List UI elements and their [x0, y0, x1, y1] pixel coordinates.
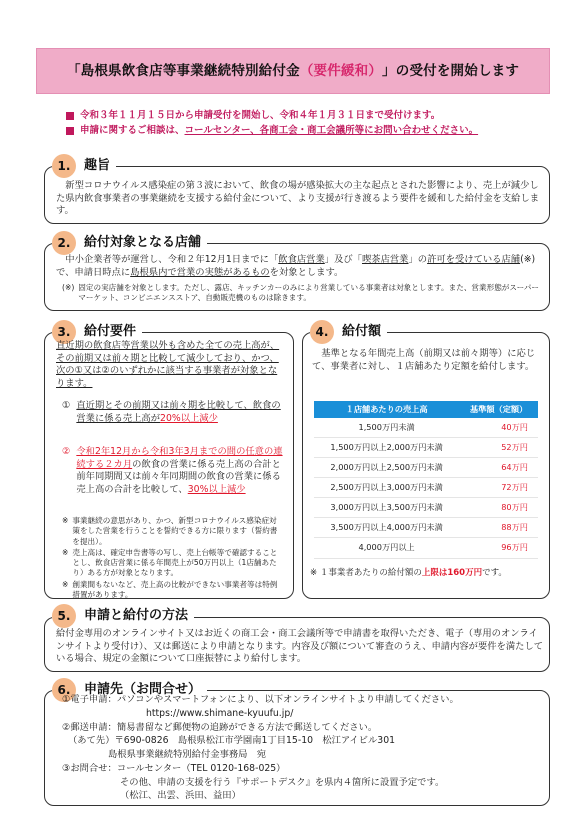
section-title: 給付対象となる店舗: [84, 235, 202, 251]
sales-range-cell: 2,500万円以上3,000万円未満: [314, 478, 459, 498]
section-title: 申請と給付の方法: [84, 608, 189, 624]
sales-range-cell: 3,000万円以上3,500万円未満: [314, 498, 459, 518]
contact-details: [62, 681, 546, 803]
amount-cell: 40万円: [459, 418, 538, 438]
contact-support-desk: その他、申請の支援を行う『サポートデスク』を県内４箇所に設置予定です。: [120, 776, 445, 788]
contact-support-locations: （松江、出雲、浜田、益田）: [120, 790, 241, 802]
intro-line-1: 令和３年１１月１５日から申請受付を開始し、令和４年１月３１日まで受付けます。: [66, 110, 546, 123]
table-header-amount: 基準額（定額）: [459, 401, 538, 418]
table-row: [314, 518, 538, 538]
sales-range-cell: 1,500万円未満: [314, 418, 459, 438]
table-row: [314, 538, 538, 558]
contact-callcenter: ③お問合せ：コールセンター（TEL 0120-168-025）: [62, 762, 286, 774]
section-application-method-header: [52, 604, 194, 628]
contact-url[interactable]: https://www.shimane-kyuufu.jp/: [146, 707, 294, 719]
sales-range-cell: 4,000万円以上: [314, 538, 459, 558]
section-eligible-stores-text: 中小企業者等が運営し、令和２年12月1日までに「飲食店営業」及び「喫茶店営業」の許可を受けている店舗(※)で、申請日時点に島根県内で営業の実態があるものを対象とします。: [56, 254, 536, 278]
amount-cell: 52万円: [459, 438, 538, 458]
section-title: 申請先（お問合せ）: [84, 682, 202, 698]
contact-mail: ②郵送申請：簡易書留など郵便物の追跡ができる方法で郵送してください。: [62, 721, 378, 733]
banner-post: 」の受付を開始します: [382, 62, 520, 79]
table-header-sales: １店舗あたりの売上高: [314, 401, 459, 418]
section-purpose-text: 新型コロナウイルス感染症の第３波において、飲食の場が感染拡大の主な起点とされた影響により、売上が減少した県内飲食事業者の事業継続を支援する給付金について、より支援が行き渡るよう要件を緩和した給付金を支給します。: [56, 180, 540, 217]
intro-line-2: 申請に関するご相談は、コールセンター、各商工会・商工会議所等にお問い合わせください。: [66, 125, 546, 138]
table-row: [314, 418, 538, 438]
table-row: [314, 498, 538, 518]
square-bullet-icon: [66, 127, 74, 135]
contact-electronic: ①電子申請：パソコンやスマートフォンにより、以下オンラインサイトより申請してください。: [62, 694, 459, 705]
table-row: [314, 458, 538, 478]
requirement-2: ② 令和2年12月から令和3年3月までの間の任意の連続する２カ月の飲食の営業に係る売上高の合計と前年同期間又は前々年同期間の飲食の営業に係る売上高の合計を比較して、30%以上減少: [62, 446, 283, 495]
section-eligible-stores-header: [52, 231, 207, 255]
section-title: 給付要件: [84, 324, 137, 340]
section-purpose-header: [52, 154, 116, 178]
section-amount-header: [310, 320, 387, 344]
application-method-text: 給付金専用のオンラインサイト又はお近くの商工会・商工会議所等で申請書を取得いただき、電子（専用のオンラインサイトより受付け）、又は郵送により申請となります。内容及び額について審査のうえ、申請内容が要件を満たしている場合、規定の金額について口座振替により給付します。: [56, 628, 544, 665]
amount-table: [314, 401, 538, 559]
requirements-intro: 直近期の飲食店等営業以外も含めた全ての売上高が、その前期又は前々期と比較して減少しており、かつ、次の①又は②のいずれかに該当する事業者が対象となります。: [56, 340, 280, 389]
square-bullet-icon: [66, 112, 74, 120]
amount-text: 基準となる年間売上高（前期又は前々期等）に応じて、事業者に対し、１店舗あたり定額を給付します。: [312, 348, 536, 372]
sales-range-cell: 3,500万円以上4,000万円未満: [314, 518, 459, 538]
sales-range-cell: 2,000万円以上2,500万円未満: [314, 458, 459, 478]
amount-cell: 96万円: [459, 538, 538, 558]
banner-emphasis: （要件緩和）: [299, 62, 383, 79]
amount-cell: 88万円: [459, 518, 538, 538]
section-title: 給付額: [342, 324, 382, 340]
section-title: 趣旨: [84, 158, 111, 174]
title-banner: [36, 48, 550, 94]
table-row: [314, 438, 538, 458]
sales-range-cell: 1,500万円以上2,000万円未満: [314, 438, 459, 458]
requirements-notes: ※ 事業継続の意思があり、かつ、新型コロナウイルス感染症対策をした営業を行うことを誓約できる方に限ります（誓約書を提出）。 ※ 売上高は、確定申告書等の写し、売上台帳等で確認することとし、飲食店営業に係る年間売上が50万円以上（1店舗あたり）ある方が対象となります。 ※ 創業間もないなど、売上高の比較ができない事業者等は特例措置があります。: [62, 516, 278, 599]
intro-notices: [66, 110, 546, 140]
banner-pre: 「島根県飲食店等事業継続特別給付金: [66, 62, 300, 79]
table-row: [314, 478, 538, 498]
amount-cell: 80万円: [459, 498, 538, 518]
section-number: 2.: [52, 231, 76, 255]
section-number: 3.: [52, 320, 76, 344]
contact-link[interactable]: コールセンター、各商工会・商工会議所等にお問い合わせください。: [184, 124, 479, 136]
section-number: 1.: [52, 154, 76, 178]
requirement-1: ① 直近期とその前期又は前々期を比較して、飲食の営業に係る売上高が20%以上減少: [62, 400, 281, 424]
section-number: 6.: [52, 678, 76, 702]
section-number: 4.: [310, 320, 334, 344]
section-eligible-stores-note: (※) 固定の実店舗を対象とします。ただし、露店、キッチンカーのみにより営業している事業者は対象とします。また、営業形態がスーパーマーケット、コンビニエンスストア、自動販売機のものは除きます。: [62, 283, 540, 303]
amount-cell: 64万円: [459, 458, 538, 478]
section-number: 5.: [52, 604, 76, 628]
amount-footnote: ※ １事業者あたりの給付額の上限は160万円です。: [310, 568, 507, 578]
contact-office: 島根県事業継続特別給付金事務局 宛: [108, 749, 267, 760]
contact-address: （あて先）〒690-0826 島根県松江市学園南1丁目15-10 松江アイビル301: [68, 735, 396, 747]
amount-cell: 72万円: [459, 478, 538, 498]
